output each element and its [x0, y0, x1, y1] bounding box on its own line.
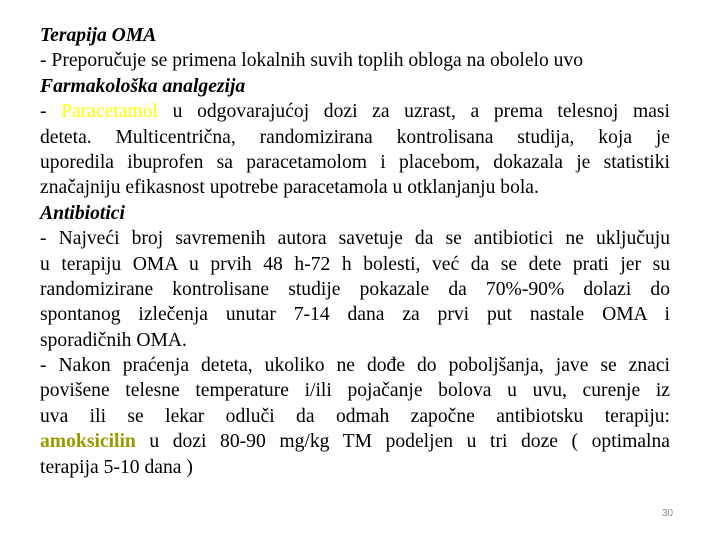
followup-line-3: uva ili se lekar odluči da odmah započne antibiotsku terapiju: — [40, 405, 670, 427]
analgesia-line-3: uporedila ibuprofen sa paracetamolom i placebom, dokazala je statistiki — [40, 151, 670, 173]
followup-line-4 — [40, 429, 670, 454]
antibiotics-line-5: sporadičnih OMA. — [40, 329, 187, 351]
analgesia-line-1-rest: u odgovarajućoj dozi za uzrast, a prema telesnoj masi — [158, 101, 670, 123]
slide-body — [40, 23, 670, 480]
followup-line-1: - Nakon praćenja deteta, ukoliko ne dođe do poboljšanja, jave se znaci — [40, 355, 670, 377]
followup-line-4-rest: u dozi 80-90 mg/kg TM podeljen u tri doze ( optimalna — [135, 431, 670, 453]
heading-farmakoloska-analgezija: Farmakološka analgezija — [40, 75, 246, 97]
followup-line-2: povišene telesne temperature i/ili pojačanje bolova u uvu, curenje iz — [40, 380, 670, 402]
analgesia-line-2: deteta. Multicentrična, randomizirana kontrolisana studija, koja je — [40, 126, 670, 148]
analgesia-line-4: značajniju efikasnost upotrebe paracetamola u otklanjanju bola. — [40, 177, 539, 199]
analgesia-line-1 — [40, 99, 670, 124]
paracetamol-highlight: Paracetamol — [61, 101, 159, 123]
antibiotics-line-2: u terapiju OMA u prvih 48 h-72 h bolesti, već da se dete prati jer su — [40, 253, 670, 275]
antibiotics-line-1: - Najveći broj savremenih autora savetuje da se antibiotici ne uključuju — [40, 228, 670, 250]
heading-terapija-oma: Terapija OMA — [40, 25, 157, 46]
followup-line-5: terapija 5-10 dana ) — [40, 456, 193, 478]
antibiotics-line-3: randomizirane kontrolisane studije pokazale da 70%-90% dolazi do — [40, 278, 670, 300]
analgesia-prefix: - — [40, 101, 62, 123]
heading-antibiotici: Antibiotici — [40, 202, 125, 224]
antibiotics-line-4: spontanog izlečenja unutar 7-14 dana za prvi put nastale OMA i — [40, 304, 670, 326]
amoksicilin-highlight: amoksicilin — [40, 431, 136, 453]
page-number: 30 — [662, 508, 674, 519]
therapy-text: - Preporučuje se primena lokalnih suvih toplih obloga na obolelo uvo — [40, 50, 584, 72]
